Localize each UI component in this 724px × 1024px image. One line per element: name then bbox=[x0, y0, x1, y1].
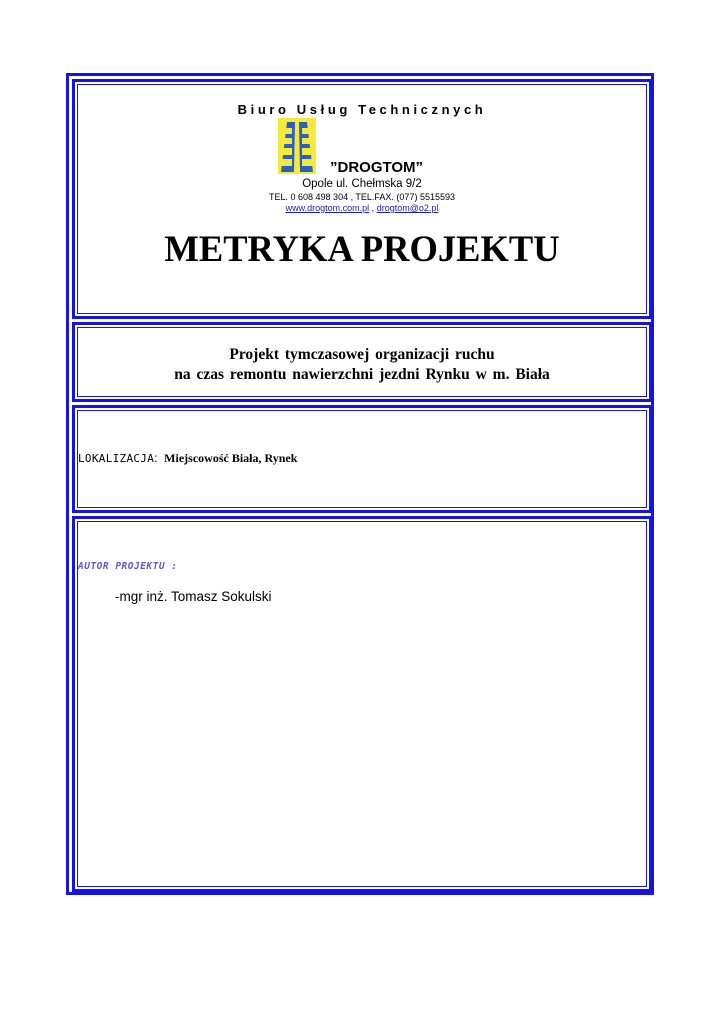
location-colon: : bbox=[154, 451, 165, 465]
drogtom-logo bbox=[278, 118, 316, 174]
email-link[interactable]: drogtom@o2.pl bbox=[376, 203, 439, 213]
project-title-section bbox=[72, 322, 652, 402]
project-line-2: na czas remontu nawierzchni jezdni Rynku w m. Biała bbox=[174, 366, 550, 383]
document-title: METRYKA PROJEKTU bbox=[164, 228, 560, 269]
firm-label: Biuro Usług Technicznych bbox=[237, 102, 487, 117]
firm-phone: TEL. 0 608 498 304 , TEL.FAX. (077) 5515593 bbox=[269, 192, 455, 202]
project-line-1: Projekt tymczasowej organizacji ruchu bbox=[229, 346, 495, 363]
firm-links bbox=[75, 203, 649, 213]
author-name: -mgr inż. Tomasz Sokulski bbox=[115, 589, 272, 604]
location-value: Miejscowość Biała, Rynek bbox=[164, 451, 298, 465]
location-label: LOKALIZACJA bbox=[78, 452, 155, 465]
firm-name: ”DROGTOM” bbox=[330, 159, 424, 176]
website-link[interactable]: www.drogtom.com.pl bbox=[285, 203, 370, 213]
location-section bbox=[72, 405, 652, 513]
header-section bbox=[72, 79, 652, 319]
author-label: AUTOR PROJEKTU : bbox=[78, 561, 178, 572]
project-description bbox=[75, 345, 649, 385]
firm-address: Opole ul. Chełmska 9/2 bbox=[302, 178, 422, 190]
author-section bbox=[72, 516, 652, 892]
link-separator: , bbox=[369, 203, 377, 213]
location-line bbox=[78, 451, 297, 466]
